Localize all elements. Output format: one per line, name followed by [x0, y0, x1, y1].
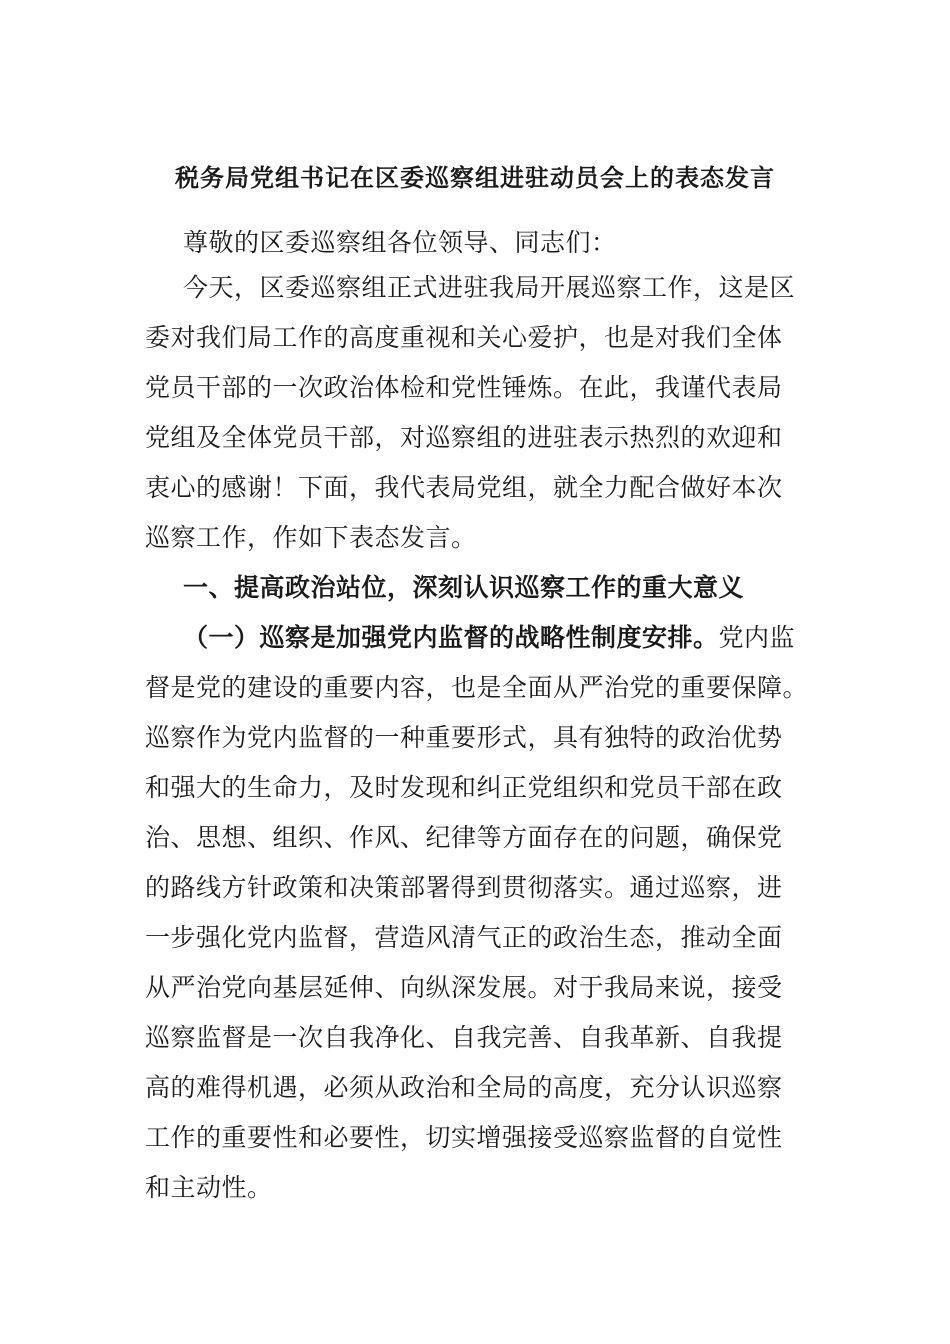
body-line: 一步强化党内监督，营造风清气正的政治生态，推动全面	[145, 923, 783, 952]
subsection-heading: （一）巡察是加强党内监督的战略性制度安排。	[183, 623, 719, 652]
intro-line: 党组及全体党员干部，对巡察组的进驻表示热烈的欢迎和	[145, 423, 783, 452]
subsection-first-tail: 党内监	[718, 623, 796, 652]
intro-line: 今天，区委巡察组正式进驻我局开展巡察工作，这是区	[183, 273, 796, 302]
salutation: 尊敬的区委巡察组各位领导、同志们：	[183, 228, 617, 257]
body-line: 从严治党向基层延伸、向纵深发展。对于我局来说，接受	[145, 973, 783, 1002]
body-line: 和主动性。	[145, 1173, 273, 1202]
body-line: 治、思想、组织、作风、纪律等方面存在的问题，确保党	[145, 823, 783, 852]
body-line: 巡察作为党内监督的一种重要形式，具有独特的政治优势	[145, 723, 783, 752]
body-line: 工作的重要性和必要性，切实增强接受巡察监督的自觉性	[145, 1123, 783, 1152]
intro-line: 衷心的感谢！下面，我代表局党组，就全力配合做好本次	[145, 473, 783, 502]
intro-line: 党员干部的一次政治体检和党性锤炼。在此，我谨代表局	[145, 373, 783, 402]
body-line: 高的难得机遇，必须从政治和全局的高度，充分认识巡察	[145, 1073, 783, 1102]
body-line: 的路线方针政策和决策部署得到贯彻落实。通过巡察，进	[145, 873, 783, 902]
intro-line: 委对我们局工作的高度重视和关心爱护，也是对我们全体	[145, 323, 783, 352]
body-line: 和强大的生命力，及时发现和纠正党组织和党员干部在政	[145, 773, 783, 802]
document-title: 税务局党组书记在区委巡察组进驻动员会上的表态发言	[175, 163, 775, 192]
body-line: 巡察监督是一次自我净化、自我完善、自我革新、自我提	[145, 1023, 783, 1052]
body-line: 督是党的建设的重要内容，也是全面从严治党的重要保障。	[145, 673, 809, 702]
intro-line: 巡察工作，作如下表态发言。	[145, 523, 477, 552]
section-heading: 一、提高政治站位，深刻认识巡察工作的重大意义	[183, 573, 745, 602]
subsection-first-line	[183, 618, 795, 658]
